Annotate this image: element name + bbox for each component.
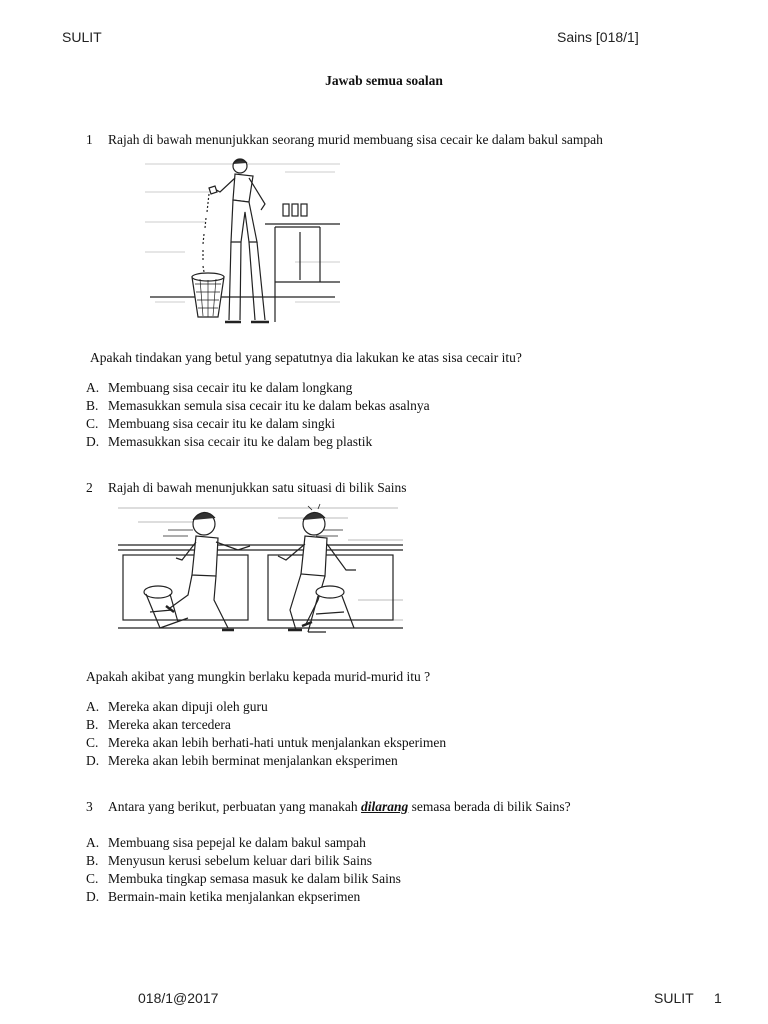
question-text-after: semasa berada di bilik Sains? <box>411 799 571 814</box>
page-title: Jawab semua soalan <box>325 73 443 88</box>
option-letter: D. <box>86 434 100 449</box>
header-right: Sains [018/1] <box>557 29 639 45</box>
question-3 <box>0 798 768 816</box>
question-2-prompt: Apakah akibat yang mungkin berlaku kepada murid-murid itu ? <box>86 669 431 684</box>
figure-students-running-in-lab <box>118 500 408 650</box>
option-text: Membuang sisa pepejal ke dalam bakul sampah <box>108 835 366 850</box>
question-number: 3 <box>86 799 93 814</box>
question-2 <box>0 479 768 497</box>
question-text: Rajah di bawah menunjukkan satu situasi di bilik Sains <box>108 480 407 495</box>
option-text: Membuang sisa cecair itu ke dalam singki <box>108 416 336 431</box>
question-text <box>108 798 571 816</box>
option-text: Mereka akan lebih berminat menjalankan eksperimen <box>108 753 398 768</box>
option-text: Memasukkan sisa cecair itu ke dalam beg plastik <box>108 434 373 449</box>
option-text: Menyusun kerusi sebelum keluar dari bilik Sains <box>108 853 372 868</box>
option-text: Membuang sisa cecair itu ke dalam longkang <box>108 380 353 395</box>
header-left: SULIT <box>62 29 102 45</box>
question-text-before: Antara yang berikut, perbuatan yang manakah <box>108 799 358 814</box>
option-letter: B. <box>86 717 99 732</box>
question-emphasis: dilarang <box>361 799 409 814</box>
option-letter: A. <box>86 699 100 714</box>
figure-student-pouring-waste <box>145 152 345 342</box>
option-letter: D. <box>86 889 100 904</box>
option-text: Memasukkan semula sisa cecair itu ke dalam bekas asalnya <box>108 398 430 413</box>
option-letter: C. <box>86 735 99 750</box>
question-number: 1 <box>86 132 93 147</box>
option-text: Mereka akan dipuji oleh guru <box>108 699 268 714</box>
option-letter: A. <box>86 835 100 850</box>
option-letter: D. <box>86 753 100 768</box>
option-letter: A. <box>86 380 100 395</box>
page-number: 1 <box>714 990 722 1006</box>
footer-label: SULIT <box>654 990 694 1006</box>
option-letter: C. <box>86 871 99 886</box>
option-text: Membuka tingkap semasa masuk ke dalam bilik Sains <box>108 871 401 886</box>
question-1-prompt: Apakah tindakan yang betul yang sepatutnya dia lakukan ke atas sisa cecair itu? <box>90 350 522 365</box>
option-text: Mereka akan lebih berhati-hati untuk menjalankan eksperimen <box>108 735 447 750</box>
question-number: 2 <box>86 480 93 495</box>
question-text: Rajah di bawah menunjukkan seorang murid membuang sisa cecair ke dalam bakul sampah <box>108 132 603 147</box>
option-text: Bermain-main ketika menjalankan ekpserimen <box>108 889 361 904</box>
option-letter: B. <box>86 398 99 413</box>
option-letter: B. <box>86 853 99 868</box>
option-text: Mereka akan tercedera <box>108 717 231 732</box>
question-1 <box>0 131 768 149</box>
footer-code: 018/1@2017 <box>138 990 219 1006</box>
option-letter: C. <box>86 416 99 431</box>
